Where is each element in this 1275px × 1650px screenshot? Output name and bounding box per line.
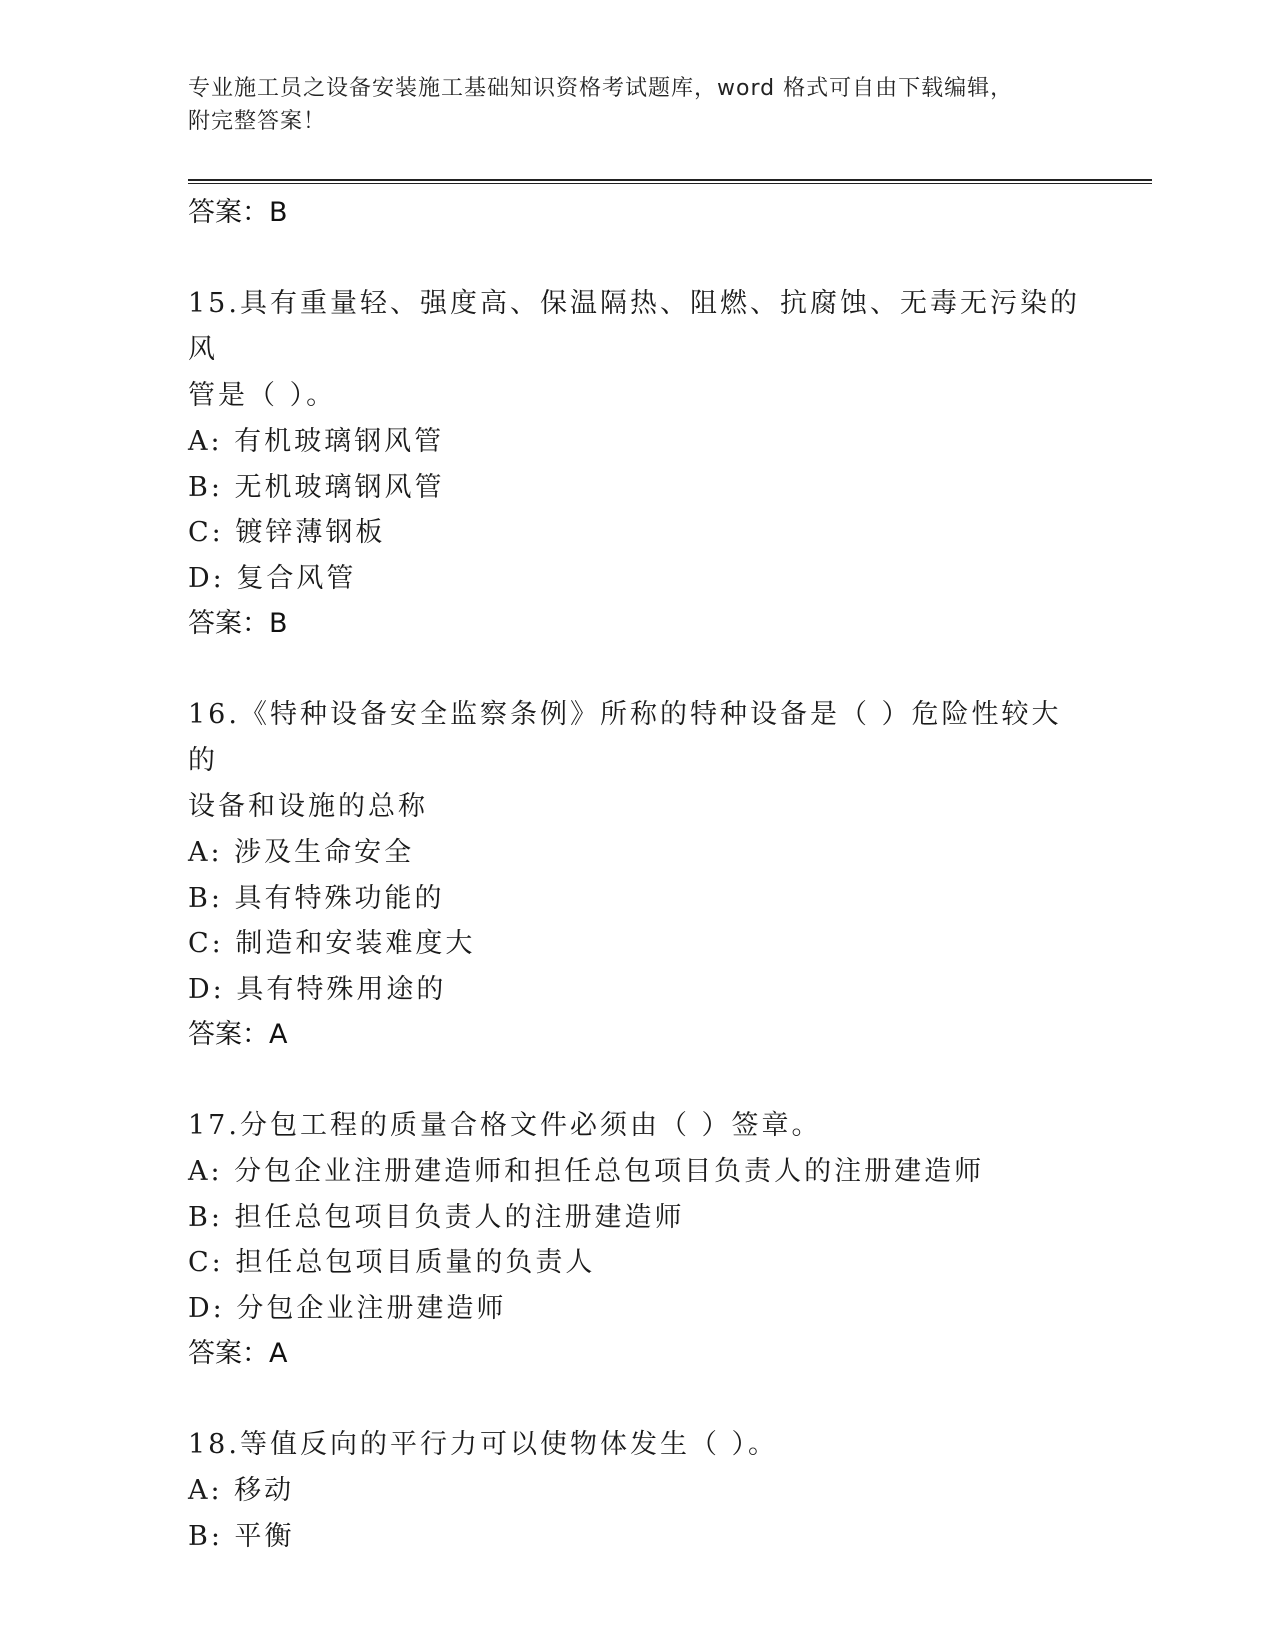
question-16 [188, 692, 1088, 1057]
question-15 [188, 281, 1088, 646]
question-stem: 18.等值反向的平行力可以使物体发生（ ）。 [188, 1429, 779, 1460]
option-a: A: 分包企业注册建造师和担任总包项目负责人的注册建造师 [188, 1156, 985, 1187]
answer: 答案：A [188, 1018, 288, 1050]
option-b: B: 具有特殊功能的 [188, 882, 445, 914]
option-c: C: 制造和安装难度大 [188, 928, 476, 959]
header-divider-thick [188, 179, 1152, 181]
option-b: B: 平衡 [188, 1520, 295, 1552]
header-line-1: 专业施工员之设备安装施工基础知识资格考试题库，word 格式可自由下载编辑， [188, 76, 1014, 101]
option-b: B: 无机玻璃钢风管 [188, 471, 445, 503]
option-c: C: 担任总包项目质量的负责人 [188, 1247, 596, 1278]
previous-answer: 答案：B [188, 196, 288, 228]
option-a: A: 有机玻璃钢风管 [188, 426, 445, 457]
question-17 [188, 1103, 1088, 1376]
question-stem: 15.具有重量轻、强度高、保温隔热、阻燃、抗腐蚀、无毒无污染的风 [188, 288, 1080, 365]
header-line-2: 附完整答案！ [188, 109, 327, 134]
option-a: A: 移动 [188, 1475, 295, 1506]
answer: 答案：B [188, 607, 288, 639]
document-header [188, 72, 1068, 138]
header-divider-thin [188, 183, 1152, 184]
option-d: D: 分包企业注册建造师 [188, 1292, 507, 1324]
question-stem-continued: 管是（ ）。 [188, 380, 337, 411]
answer: 答案：A [188, 1337, 288, 1369]
option-d: D: 复合风管 [188, 562, 357, 594]
question-stem: 16.《特种设备安全监察条例》所称的特种设备是（ ）危险性较大的 [188, 699, 1062, 776]
question-list [188, 190, 1088, 1559]
question-stem: 17.分包工程的质量合格文件必须由（ ）签章。 [188, 1110, 822, 1141]
question-18 [188, 1422, 1088, 1559]
option-b: B: 担任总包项目负责人的注册建造师 [188, 1201, 685, 1233]
option-a: A: 涉及生命安全 [188, 837, 415, 868]
option-c: C: 镀锌薄钢板 [188, 517, 386, 548]
question-stem-continued: 设备和设施的总称 [188, 791, 428, 822]
option-d: D: 具有特殊用途的 [188, 973, 447, 1005]
